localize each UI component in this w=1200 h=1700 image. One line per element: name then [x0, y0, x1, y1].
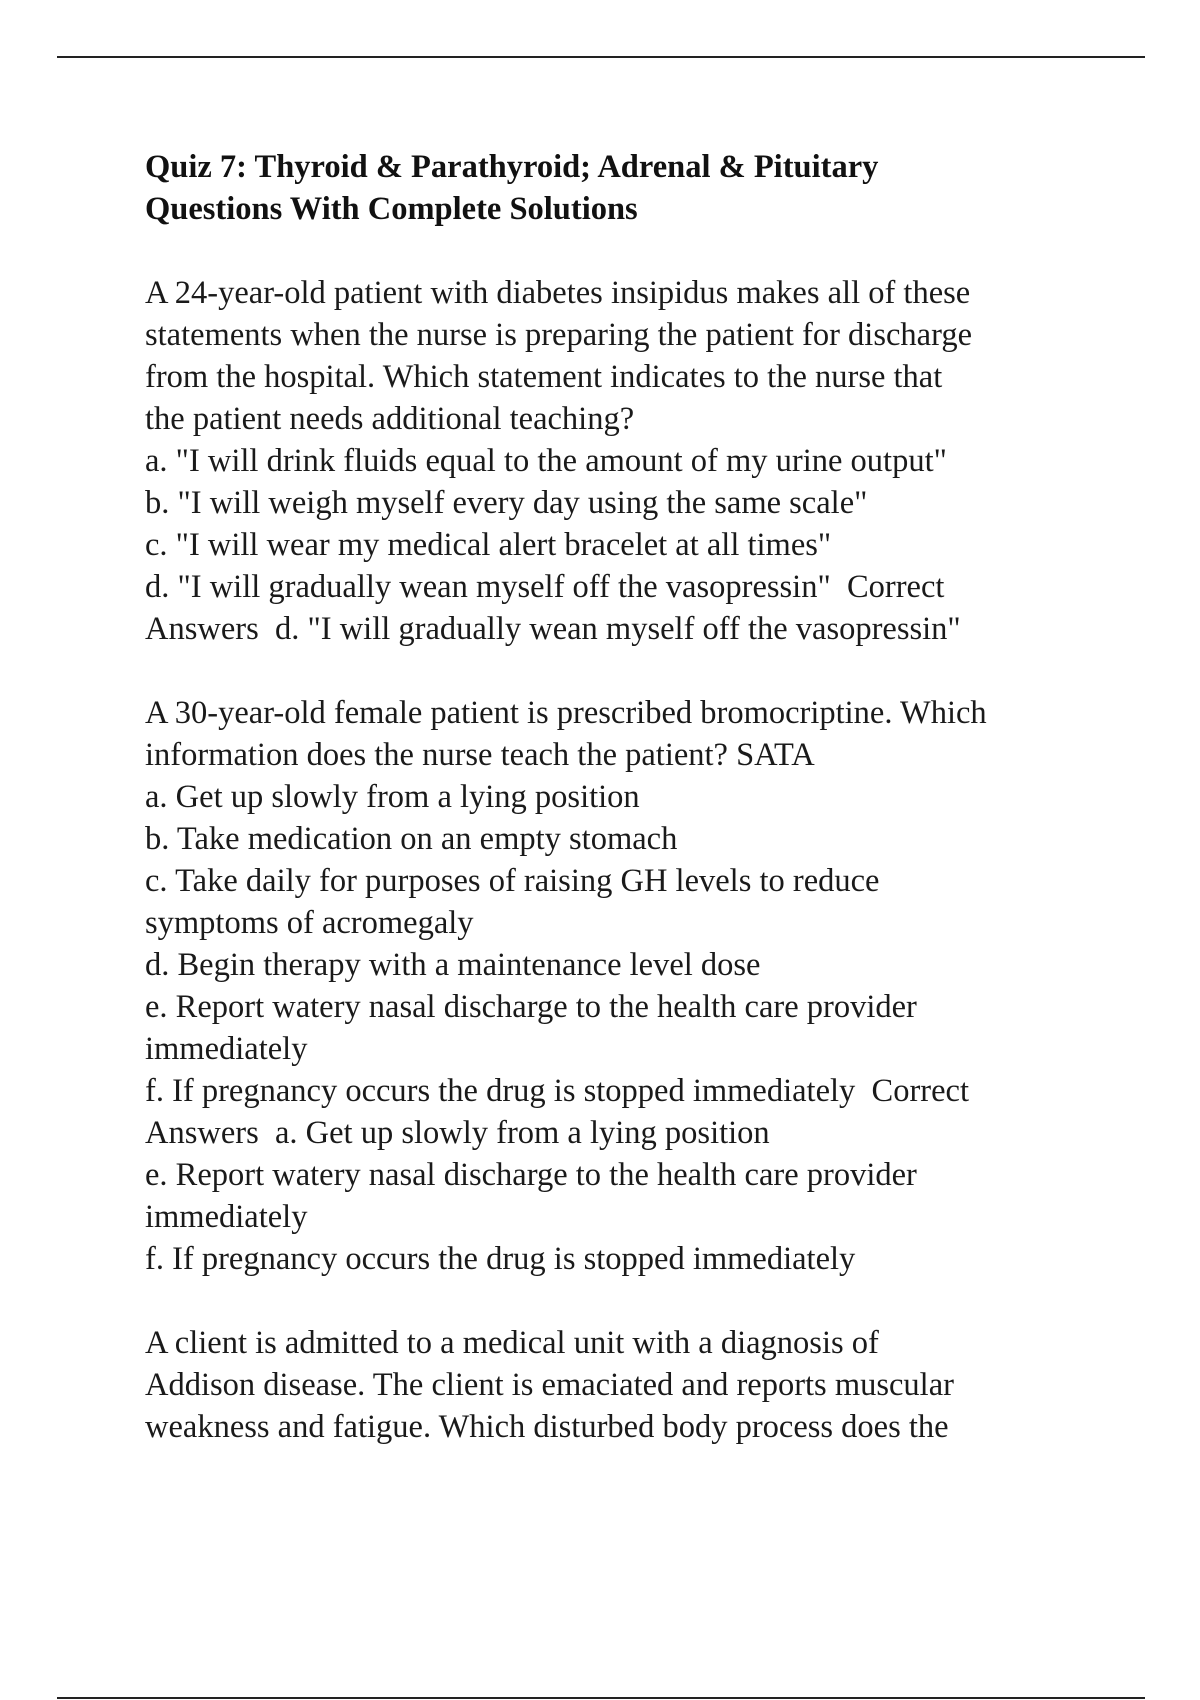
option-b: b. Take medication on an empty stomach: [145, 821, 678, 857]
option-c: c. Take daily for purposes of raising GH levels to reduce: [145, 863, 880, 899]
correct-answer: e. Report watery nasal discharge to the health care provider: [145, 1157, 917, 1193]
option-b: b. "I will weigh myself every day using the same scale": [145, 485, 868, 521]
option-d: d. "I will gradually wean myself off the vasopressin" Correct: [145, 569, 945, 605]
option-f: f. If pregnancy occurs the drug is stopped immediately Correct: [145, 1073, 969, 1109]
question-1: [145, 272, 1105, 650]
title-line: Questions With Complete Solutions: [145, 191, 638, 227]
question-line: A client is admitted to a medical unit with a diagnosis of: [145, 1325, 879, 1361]
option-c-cont: symptoms of acromegaly: [145, 905, 474, 941]
question-line: weakness and fatigue. Which disturbed body process does the: [145, 1409, 949, 1445]
option-e: e. Report watery nasal discharge to the health care provider: [145, 989, 917, 1025]
correct-answer: Answers a. Get up slowly from a lying position: [145, 1115, 770, 1151]
correct-answer: immediately: [145, 1199, 308, 1235]
correct-answer: f. If pregnancy occurs the drug is stopped immediately: [145, 1241, 856, 1277]
question-line: Addison disease. The client is emaciated and reports muscular: [145, 1367, 954, 1403]
option-a: a. Get up slowly from a lying position: [145, 779, 640, 815]
correct-answer: Answers d. "I will gradually wean myself off the vasopressin": [145, 611, 961, 647]
document-body: [145, 146, 1105, 1448]
question-line: A 24-year-old patient with diabetes insipidus makes all of these: [145, 275, 971, 311]
option-a: a. "I will drink fluids equal to the amount of my urine output": [145, 443, 947, 479]
question-3: [145, 1322, 1105, 1448]
question-line: statements when the nurse is preparing the patient for discharge: [145, 317, 972, 353]
option-e-cont: immediately: [145, 1031, 308, 1067]
question-line: from the hospital. Which statement indicates to the nurse that: [145, 359, 943, 395]
question-line: A 30-year-old female patient is prescribed bromocriptine. Which: [145, 695, 987, 731]
top-rule: [57, 56, 1145, 58]
document-title: [145, 146, 1105, 230]
bottom-rule: [57, 1697, 1145, 1699]
question-line: the patient needs additional teaching?: [145, 401, 635, 437]
question-line: information does the nurse teach the patient? SATA: [145, 737, 815, 773]
option-d: d. Begin therapy with a maintenance level dose: [145, 947, 761, 983]
title-line: Quiz 7: Thyroid & Parathyroid; Adrenal & Pituitary: [145, 149, 879, 185]
question-2: [145, 692, 1105, 1280]
option-c: c. "I will wear my medical alert bracelet at all times": [145, 527, 832, 563]
